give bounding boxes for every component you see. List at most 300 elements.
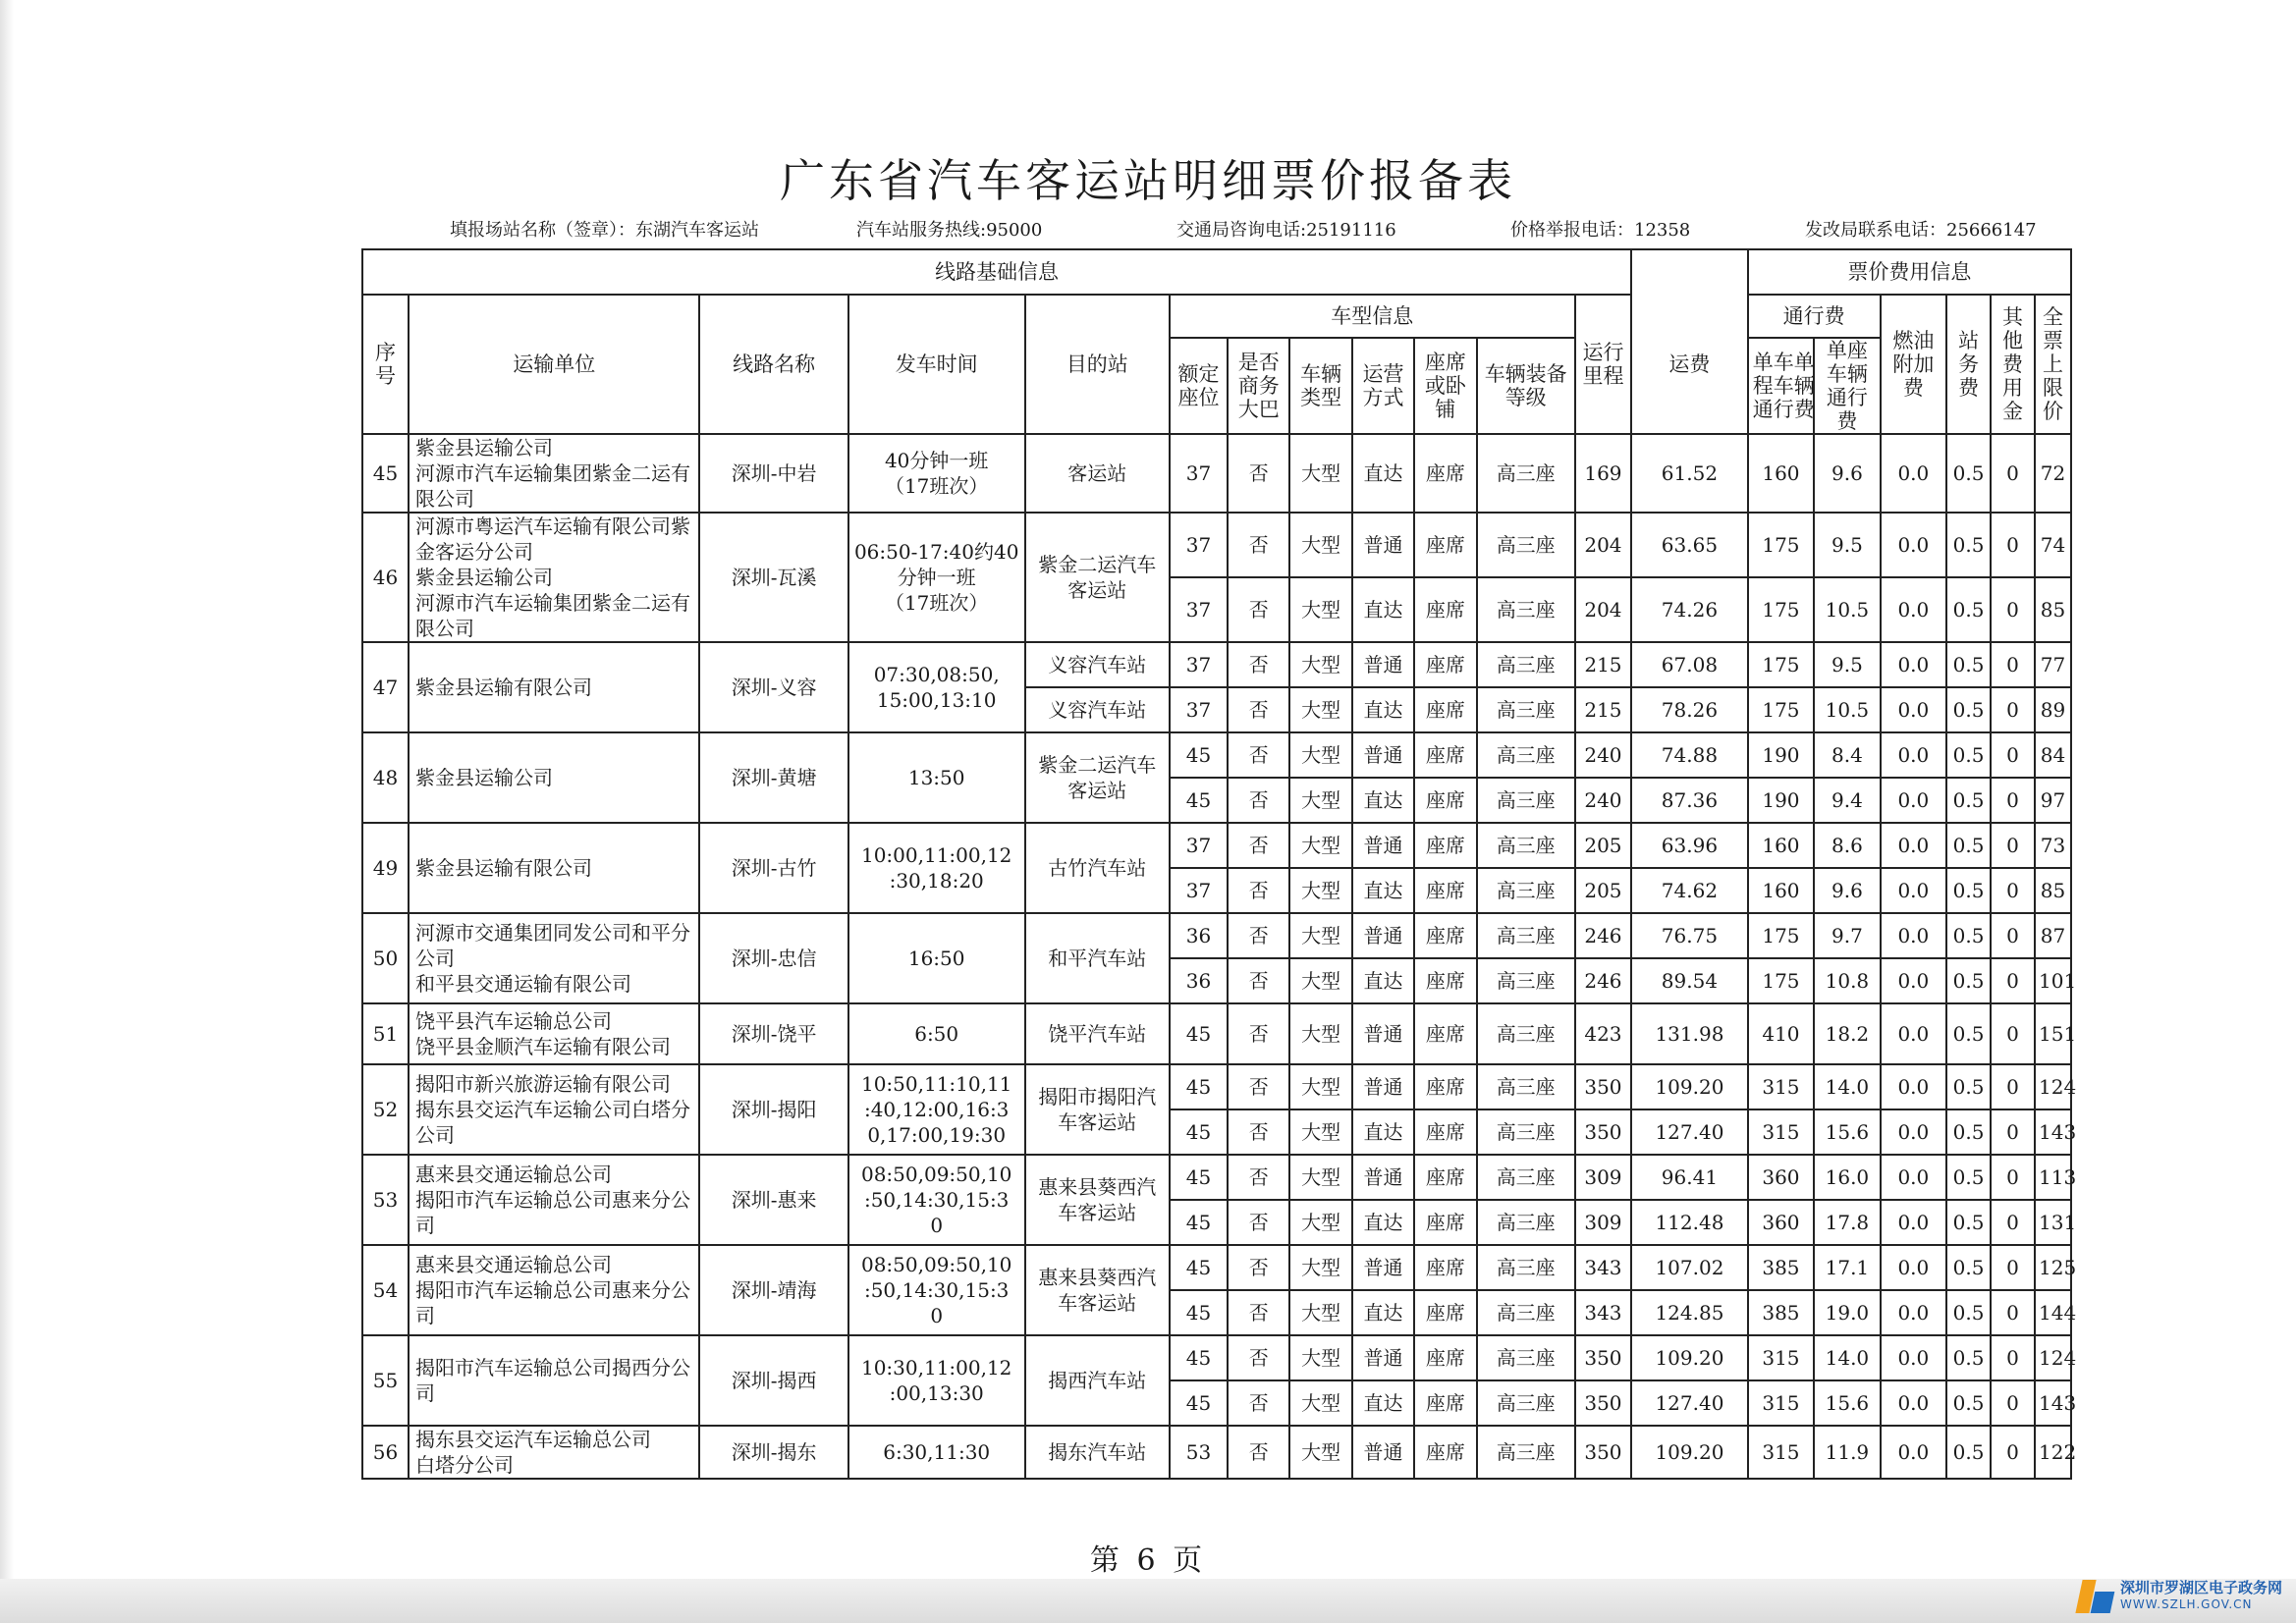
table-row [362,642,2071,687]
other-cell: 0 [1991,823,2035,868]
vehicle-type-header: 车辆类型 [1289,338,1351,434]
stn-cell: 0.5 [1946,642,1991,687]
destination-header: 目的站 [1025,295,1170,434]
toll_v-cell: 315 [1748,1335,1814,1380]
table-row [362,1426,2071,1479]
departure-cell: 16:50 [848,913,1025,1003]
fuel-cell: 0.0 [1881,1003,1946,1064]
seat-cell: 座席 [1414,958,1476,1003]
carrier-cell: 惠来县交通运输总公司 揭阳市汽车运输总公司惠来分公司 [409,1155,699,1245]
toll-header: 通行费 [1748,295,1881,338]
stn-cell: 0.5 [1946,513,1991,577]
op-cell: 直达 [1352,1200,1414,1245]
fare-cell: 87.36 [1631,778,1748,823]
grade-cell: 高三座 [1477,1335,1575,1380]
seat-cell: 座席 [1414,732,1476,778]
price-cell: 74 [2035,513,2071,577]
destination-cell: 揭西汽车站 [1025,1335,1170,1426]
seats-cell: 45 [1170,1109,1228,1155]
stn-cell: 0.5 [1946,958,1991,1003]
toll_v-cell: 315 [1748,1380,1814,1426]
table-row [362,823,2071,868]
price-cell: 122 [2035,1426,2071,1479]
destination-cell: 义容汽车站 [1025,687,1170,732]
price-cell: 89 [2035,687,2071,732]
toll_v-cell: 360 [1748,1200,1814,1245]
biz-cell: 否 [1228,1109,1289,1155]
type-cell: 大型 [1289,1155,1351,1200]
destination-cell: 惠来县葵西汽车客运站 [1025,1155,1170,1245]
ndrc-phone: 发改局联系电话：25666147 [1805,220,2037,241]
other-cell: 0 [1991,913,2035,958]
type-cell: 大型 [1289,434,1351,513]
type-cell: 大型 [1289,913,1351,958]
type-cell: 大型 [1289,1335,1351,1380]
km-cell: 350 [1575,1335,1631,1380]
other-cell: 0 [1991,732,2035,778]
toll_s-cell: 9.7 [1814,913,1880,958]
other-cell: 0 [1991,1109,2035,1155]
toll-vehicle-header: 单车单程车辆通行费 [1748,338,1814,434]
fuel-header: 燃油附加费 [1881,295,1946,434]
seq-cell: 50 [362,913,409,1003]
grade-cell: 高三座 [1477,577,1575,642]
stn-cell: 0.5 [1946,1426,1991,1479]
stn-cell: 0.5 [1946,577,1991,642]
type-cell: 大型 [1289,1426,1351,1479]
fare-table [361,248,2077,1480]
grade-cell: 高三座 [1477,642,1575,687]
carrier-header: 运输单位 [409,295,699,434]
other-cell: 0 [1991,778,2035,823]
fuel-cell: 0.0 [1881,732,1946,778]
seats-cell: 53 [1170,1426,1228,1479]
toll_s-cell: 14.0 [1814,1335,1880,1380]
other-cell: 0 [1991,1335,2035,1380]
other-cell: 0 [1991,1245,2035,1290]
km-cell: 215 [1575,642,1631,687]
op-cell: 普通 [1352,1003,1414,1064]
grade-cell: 高三座 [1477,913,1575,958]
price-cell: 73 [2035,823,2071,868]
biz-cell: 否 [1228,1245,1289,1290]
business-bus-header: 是否商务大巴 [1228,338,1289,434]
station-fee-header: 站务费 [1946,295,1991,434]
watermark-name: 深圳市罗湖区电子政务网 [2119,1579,2282,1596]
carrier-cell: 揭阳市新兴旅游运输有限公司 揭东县交运汽车运输公司白塔分公司 [409,1064,699,1155]
price-cell: 85 [2035,577,2071,642]
toll_v-cell: 175 [1748,642,1814,687]
grade-cell: 高三座 [1477,1109,1575,1155]
fare-table-body [362,434,2077,1479]
route-cell: 深圳-义容 [699,642,847,732]
price-cell: 143 [2035,1109,2071,1155]
fuel-cell: 0.0 [1881,1245,1946,1290]
fare-cell: 63.65 [1631,513,1748,577]
seats-cell: 45 [1170,1003,1228,1064]
seat-cell: 座席 [1414,1380,1476,1426]
fare-cell: 109.20 [1631,1426,1748,1479]
toll_s-cell: 8.6 [1814,823,1880,868]
seats-cell: 45 [1170,1064,1228,1109]
other-cell: 0 [1991,1380,2035,1426]
site-watermark [2079,1580,2282,1613]
seq-header: 序号 [362,295,409,434]
km-cell: 246 [1575,958,1631,1003]
szlh-logo-icon [2079,1580,2112,1613]
price-cell: 77 [2035,642,2071,687]
seat-cell: 座席 [1414,642,1476,687]
destination-cell: 饶平汽车站 [1025,1003,1170,1064]
fuel-cell: 0.0 [1881,513,1946,577]
fuel-cell: 0.0 [1881,823,1946,868]
other-cell: 0 [1991,642,2035,687]
stn-cell: 0.5 [1946,1003,1991,1064]
seq-cell: 56 [362,1426,409,1479]
fare-cell: 109.20 [1631,1335,1748,1380]
km-cell: 350 [1575,1380,1631,1426]
price-cell: 125 [2035,1245,2071,1290]
departure-header: 发车时间 [848,295,1025,434]
grade-cell: 高三座 [1477,1200,1575,1245]
other-cell: 0 [1991,1003,2035,1064]
table-row [362,1155,2071,1200]
table-row [362,732,2071,778]
grade-cell: 高三座 [1477,778,1575,823]
other-cell: 0 [1991,434,2035,513]
seat-cell: 座席 [1414,1155,1476,1200]
biz-cell: 否 [1228,958,1289,1003]
toll_v-cell: 315 [1748,1064,1814,1109]
toll_v-cell: 175 [1748,577,1814,642]
stn-cell: 0.5 [1946,1290,1991,1335]
seats-cell: 37 [1170,577,1228,642]
toll_v-cell: 315 [1748,1426,1814,1479]
seat-cell: 座席 [1414,577,1476,642]
departure-cell: 08:50,09:50,10 :50,14:30,15:3 0 [848,1245,1025,1335]
seats-cell: 45 [1170,1380,1228,1426]
departure-cell: 07:30,08:50, 15:00,13:10 [848,642,1025,732]
seat-cell: 座席 [1414,687,1476,732]
destination-cell: 客运站 [1025,434,1170,513]
type-cell: 大型 [1289,1003,1351,1064]
other-cell: 0 [1991,1064,2035,1109]
toll-seat-header: 单座车辆通行费 [1814,338,1880,434]
route-cell: 深圳-揭西 [699,1335,847,1426]
stn-cell: 0.5 [1946,1200,1991,1245]
fuel-cell: 0.0 [1881,868,1946,913]
toll_v-cell: 385 [1748,1245,1814,1290]
type-cell: 大型 [1289,958,1351,1003]
fuel-cell: 0.0 [1881,1200,1946,1245]
carrier-cell: 惠来县交通运输总公司 揭阳市汽车运输总公司惠来分公司 [409,1245,699,1335]
destination-cell: 惠来县葵西汽车客运站 [1025,1245,1170,1335]
toll_v-cell: 190 [1748,732,1814,778]
route-cell: 深圳-中岩 [699,434,847,513]
fare-cell: 74.62 [1631,868,1748,913]
price-cell: 87 [2035,913,2071,958]
price-cell: 124 [2035,1064,2071,1109]
op-cell: 直达 [1352,1290,1414,1335]
fare-table-viewport [361,248,2077,1531]
type-cell: 大型 [1289,1290,1351,1335]
type-cell: 大型 [1289,823,1351,868]
seat-cell: 座席 [1414,1109,1476,1155]
seats-cell: 45 [1170,1290,1228,1335]
stn-cell: 0.5 [1946,1109,1991,1155]
carrier-cell: 紫金县运输有限公司 [409,823,699,913]
stn-cell: 0.5 [1946,1245,1991,1290]
km-cell: 350 [1575,1064,1631,1109]
other-cell: 0 [1991,958,2035,1003]
route-cell: 深圳-古竹 [699,823,847,913]
destination-cell: 义容汽车站 [1025,642,1170,687]
biz-cell: 否 [1228,1155,1289,1200]
toll_s-cell: 16.0 [1814,1155,1880,1200]
price-cell: 85 [2035,868,2071,913]
destination-cell: 古竹汽车站 [1025,823,1170,913]
other-cell: 0 [1991,1290,2035,1335]
fuel-cell: 0.0 [1881,1109,1946,1155]
biz-cell: 否 [1228,687,1289,732]
grade-cell: 高三座 [1477,1290,1575,1335]
km-cell: 350 [1575,1426,1631,1479]
fare-cell: 109.20 [1631,1064,1748,1109]
seats-cell: 37 [1170,823,1228,868]
carrier-cell: 饶平县汽车运输总公司 饶平县金顺汽车运输有限公司 [409,1003,699,1064]
toll_v-cell: 315 [1748,1109,1814,1155]
fuel-cell: 0.0 [1881,958,1946,1003]
watermark-url: WWW.SZLH.GOV.CN [2119,1597,2253,1611]
other-cell: 0 [1991,577,2035,642]
table-row [362,513,2071,577]
toll_s-cell: 9.6 [1814,868,1880,913]
seats-cell: 45 [1170,732,1228,778]
op-cell: 直达 [1352,1380,1414,1426]
km-cell: 205 [1575,823,1631,868]
route-cell: 深圳-靖海 [699,1245,847,1335]
grade-cell: 高三座 [1477,687,1575,732]
op-cell: 普通 [1352,513,1414,577]
seats-cell: 36 [1170,913,1228,958]
seats-cell: 45 [1170,1155,1228,1200]
toll_s-cell: 14.0 [1814,1064,1880,1109]
table-row [362,913,2071,958]
km-cell: 246 [1575,913,1631,958]
seat-cell: 座席 [1414,513,1476,577]
fare-cell: 67.08 [1631,642,1748,687]
seats-cell: 37 [1170,513,1228,577]
type-cell: 大型 [1289,1064,1351,1109]
grade-cell: 高三座 [1477,1380,1575,1426]
toll_s-cell: 15.6 [1814,1380,1880,1426]
carrier-cell: 揭阳市汽车运输总公司揭西分公司 [409,1335,699,1426]
fuel-cell: 0.0 [1881,642,1946,687]
grade-cell: 高三座 [1477,434,1575,513]
toll_v-cell: 160 [1748,868,1814,913]
route-cell: 深圳-瓦溪 [699,513,847,642]
toll_v-cell: 175 [1748,913,1814,958]
fare-header: 运费 [1631,295,1748,434]
seats-cell: 45 [1170,1335,1228,1380]
toll_v-cell: 385 [1748,1290,1814,1335]
toll_v-cell: 360 [1748,1155,1814,1200]
scan-left-edge [0,0,14,1623]
fare-cell: 96.41 [1631,1155,1748,1200]
seq-cell: 49 [362,823,409,913]
seat-type-header: 座席或卧铺 [1414,338,1476,434]
grade-cell: 高三座 [1477,1064,1575,1109]
document-title: 广东省汽车客运站明细票价报备表 [780,154,1516,207]
fuel-cell: 0.0 [1881,1155,1946,1200]
toll_s-cell: 10.5 [1814,687,1880,732]
op-cell: 普通 [1352,732,1414,778]
type-cell: 大型 [1289,577,1351,642]
km-cell: 240 [1575,732,1631,778]
type-cell: 大型 [1289,687,1351,732]
toll_s-cell: 19.0 [1814,1290,1880,1335]
op-cell: 直达 [1352,868,1414,913]
destination-cell: 揭阳市揭阳汽车客运站 [1025,1064,1170,1155]
type-cell: 大型 [1289,513,1351,577]
seat-cell: 座席 [1414,913,1476,958]
seat-cell: 座席 [1414,1335,1476,1380]
toll_s-cell: 9.4 [1814,778,1880,823]
biz-cell: 否 [1228,1064,1289,1109]
fare-cell: 61.52 [1631,434,1748,513]
km-cell: 343 [1575,1290,1631,1335]
carrier-cell: 紫金县运输公司 河源市汽车运输集团紫金二运有限公司 [409,434,699,513]
km-cell: 423 [1575,1003,1631,1064]
biz-cell: 否 [1228,732,1289,778]
op-cell: 直达 [1352,778,1414,823]
grade-cell: 高三座 [1477,1426,1575,1479]
fuel-cell: 0.0 [1881,434,1946,513]
seat-cell: 座席 [1414,868,1476,913]
seats-cell: 37 [1170,642,1228,687]
other-cell: 0 [1991,1155,2035,1200]
fare-cell: 127.40 [1631,1109,1748,1155]
table-row [362,1064,2071,1109]
seat-cell: 座席 [1414,434,1476,513]
fare-cell: 89.54 [1631,958,1748,1003]
fuel-cell: 0.0 [1881,1290,1946,1335]
other-cell: 0 [1991,1426,2035,1479]
departure-cell: 10:00,11:00,12 :30,18:20 [848,823,1025,913]
departure-cell: 06:50-17:40约40分钟一班 （17班次） [848,513,1025,642]
seats-cell: 45 [1170,1200,1228,1245]
other-fee-header: 其他费用金 [1991,295,2035,434]
grade-cell: 高三座 [1477,1155,1575,1200]
fare-cell: 124.85 [1631,1290,1748,1335]
toll_s-cell: 17.8 [1814,1200,1880,1245]
rated-seats-header: 额定座位 [1170,338,1228,434]
destination-cell: 揭东汽车站 [1025,1426,1170,1479]
price-cell: 101 [2035,958,2071,1003]
km-cell: 204 [1575,513,1631,577]
grade-cell: 高三座 [1477,1003,1575,1064]
price-cell: 72 [2035,434,2071,513]
type-cell: 大型 [1289,1245,1351,1290]
table-row [362,434,2071,513]
stn-cell: 0.5 [1946,868,1991,913]
route-header: 线路名称 [699,295,847,434]
fuel-cell: 0.0 [1881,577,1946,642]
fare-cell: 74.88 [1631,732,1748,778]
fare-cell: 63.96 [1631,823,1748,868]
km-cell: 169 [1575,434,1631,513]
departure-cell: 08:50,09:50,10 :50,14:30,15:3 0 [848,1155,1025,1245]
seat-cell: 座席 [1414,1426,1476,1479]
op-cell: 普通 [1352,913,1414,958]
departure-cell: 6:50 [848,1003,1025,1064]
carrier-cell: 紫金县运输公司 [409,732,699,823]
grade-cell: 高三座 [1477,1245,1575,1290]
stn-cell: 0.5 [1946,823,1991,868]
stn-cell: 0.5 [1946,732,1991,778]
service-hotline: 汽车站服务热线:95000 [856,220,1043,241]
toll_s-cell: 9.5 [1814,642,1880,687]
price-cell: 151 [2035,1003,2071,1064]
km-cell: 309 [1575,1155,1631,1200]
toll_v-cell: 410 [1748,1003,1814,1064]
filing-station: 填报场站名称（签章）：东湖汽车客运站 [450,220,759,241]
seats-cell: 45 [1170,1245,1228,1290]
departure-cell: 13:50 [848,732,1025,823]
biz-cell: 否 [1228,513,1289,577]
toll_v-cell: 190 [1748,778,1814,823]
type-cell: 大型 [1289,642,1351,687]
transport-phone: 交通局咨询电话:25191116 [1176,220,1396,241]
toll_s-cell: 15.6 [1814,1109,1880,1155]
fare-spacer [1631,249,1748,295]
biz-cell: 否 [1228,1003,1289,1064]
carrier-cell: 河源市粤运汽车运输有限公司紫金客运分公司 紫金县运输公司 河源市汽车运输集团紫金二运有限公司 [409,513,699,642]
toll_v-cell: 160 [1748,823,1814,868]
route-cell: 深圳-揭阳 [699,1064,847,1155]
toll_v-cell: 175 [1748,513,1814,577]
km-cell: 240 [1575,778,1631,823]
op-cell: 直达 [1352,434,1414,513]
operation-header: 运营方式 [1352,338,1414,434]
equip-grade-header: 车辆装备等级 [1477,338,1575,434]
km-cell: 205 [1575,868,1631,913]
toll_s-cell: 9.6 [1814,434,1880,513]
fare-cell: 76.75 [1631,913,1748,958]
carrier-cell: 紫金县运输有限公司 [409,642,699,732]
price-cell: 124 [2035,1335,2071,1380]
seq-cell: 45 [362,434,409,513]
grade-cell: 高三座 [1477,868,1575,913]
type-cell: 大型 [1289,732,1351,778]
grade-cell: 高三座 [1477,513,1575,577]
seq-cell: 52 [362,1064,409,1155]
grade-cell: 高三座 [1477,823,1575,868]
seats-cell: 37 [1170,434,1228,513]
fuel-cell: 0.0 [1881,1064,1946,1109]
table-row [362,1003,2071,1064]
price-cell: 144 [2035,1290,2071,1335]
op-cell: 普通 [1352,1155,1414,1200]
km-cell: 343 [1575,1245,1631,1290]
price-cell: 84 [2035,732,2071,778]
km-cell: 309 [1575,1200,1631,1245]
grade-cell: 高三座 [1477,732,1575,778]
destination-cell: 紫金二运汽车客运站 [1025,732,1170,823]
toll_s-cell: 10.8 [1814,958,1880,1003]
route-cell: 深圳-饶平 [699,1003,847,1064]
full-price-header: 全票上限价 [2035,295,2071,434]
